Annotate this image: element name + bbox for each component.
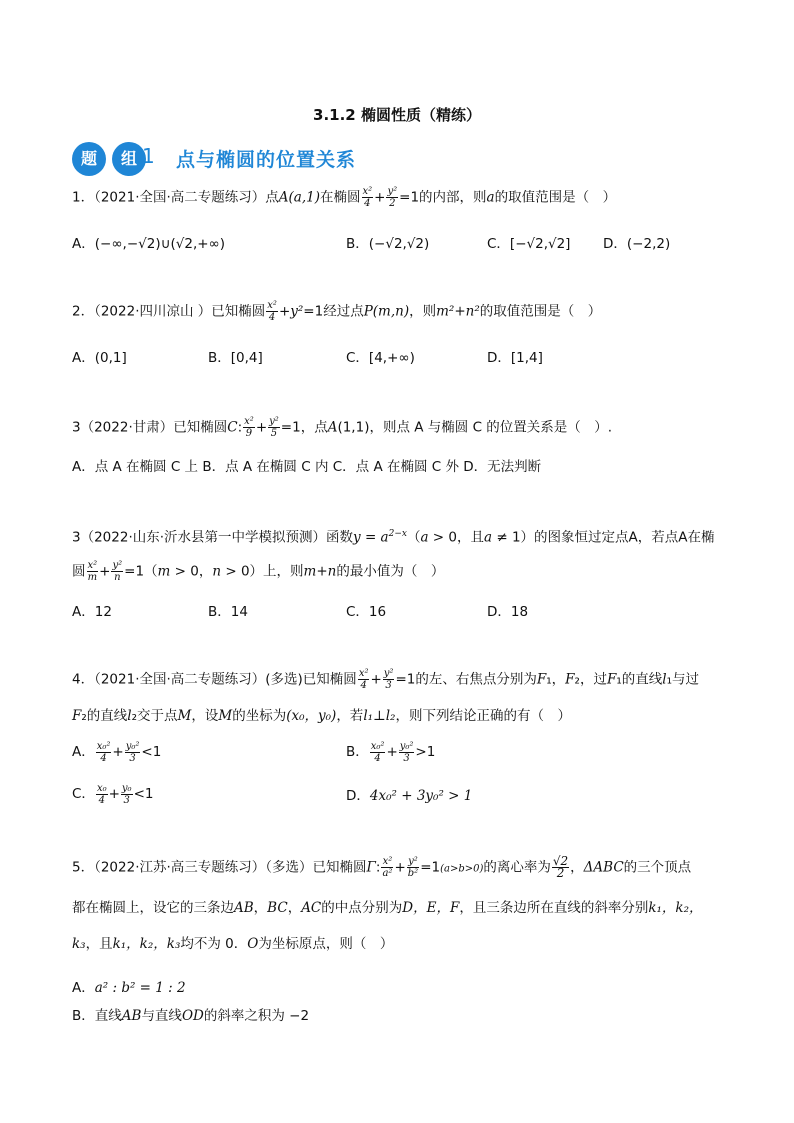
q2-option-b[interactable]: B．[0,4] — [208, 350, 263, 366]
q5-option-b[interactable]: B．直线AB与直线OD的斜率之积为 −2 — [72, 1008, 310, 1024]
group-number: 1 — [142, 144, 155, 168]
question-3: 3（2022·甘肃）已知椭圆C: $\frac{\text{x²}}{9}$ + $\frac{\text{y²}}{5}$ =1，点A(1,1)，则点 A 与椭圆 C 的位置关系是（ ）. — [72, 416, 613, 439]
q2-option-d[interactable]: D．[1,4] — [487, 350, 543, 366]
q1-option-d[interactable]: D．(−2,2) — [603, 236, 671, 252]
question-5-line3: k₃，且k₁，k₂，k₃均不为 0．O为坐标原点，则（ ） — [72, 936, 394, 952]
group-title: 点与椭圆的位置关系 — [176, 149, 357, 171]
question-3b-line2: 圆 $\frac{\text{x²}}{m}$ + $\frac{\text{y²}}{n}$ =1（m > 0，n > 0）上，则m+n的最小值为（ ） — [72, 560, 445, 583]
q3b-option-a[interactable]: A．12 — [72, 604, 112, 620]
q3-options[interactable]: A．点 A 在椭圆 C 上 B．点 A 在椭圆 C 内 C．点 A 在椭圆 C 外 D．无法判断 — [72, 459, 542, 475]
question-3b: 3（2022·山东·沂水县第一中学模拟预测）函数$y = a^{2-x}(a > 0$，且a ≠ 1）的图象恒过定点A，若点A在椭 — [72, 529, 715, 546]
q2-option-a[interactable]: A．(0,1] — [72, 350, 127, 366]
question-4: 4．（2021·全国·高二专题练习）(多选)已知椭圆 $\frac{\text{x²}}{4}$ + $\frac{\text{y²}}{3}$ =1的左、右焦点分别为F₁，F₂，过F₁的直线l₁与过 — [72, 668, 699, 691]
question-4-line2: F₂的直线l₂交于点M，设M的坐标为(x₀，y₀)，若l₁⊥l₂，则下列结论正确的有（ ） — [72, 708, 571, 724]
q2-option-c[interactable]: C．[4,+∞) — [346, 350, 415, 366]
q1-option-b[interactable]: B．(−√2,√2) — [346, 236, 430, 252]
q3b-option-b[interactable]: B．14 — [208, 604, 248, 620]
question-5: 5．（2022·江苏·高三专题练习）（多选）已知椭圆Γ: $\frac{\text{x²}}{\text{a²}}$ + $\frac{\text{y²}}{\text{b²}}$ =1(a>b>0)的离心率为 $\frac{√2}{2}$ ，ΔABC的三个顶点 — [72, 854, 692, 880]
question-5-line2: 都在椭圆上，设它的三条边AB，BC，AC的中点分别为D，E，F，且三条边所在直线的斜率分别k₁，k₂， — [72, 900, 703, 916]
q5-option-a[interactable]: A．a² : b² = 1 : 2 — [72, 980, 186, 996]
q4-option-c[interactable]: C． $\frac{\text{x₀}}{4}$ + $\frac{\text{y₀}}{3}$ <1 — [72, 782, 154, 806]
q3b-option-d[interactable]: D．18 — [487, 604, 529, 620]
group-header — [72, 142, 492, 176]
question-1: 1．（2021·全国·高二专题练习）点A(a,1)在椭圆 $\frac{\text{x²}}{4}$ + $\frac{\text{y²}}{2}$ =1的内部，则a的取值范围是（ ） — [72, 186, 617, 209]
question-2: 2．（2022·四川凉山 ）已知椭圆 $\frac{\text{x²}}{4}$ +y²=1经过点P(m,n)，则m²+n²的取值范围是（ ） — [72, 300, 602, 323]
group-badge-ti: 题 — [72, 142, 106, 176]
q4-option-d[interactable]: D．4x₀² + 3y₀² > 1 — [346, 788, 473, 804]
q1-option-a[interactable]: A．(−∞,−√2)∪(√2,+∞) — [72, 236, 226, 252]
q1-option-c[interactable]: C．[−√2,√2] — [487, 236, 571, 252]
q4-option-b[interactable]: B． $\frac{\text{x₀²}}{4}$ + $\frac{\text{y₀²}}{3}$ >1 — [346, 740, 436, 764]
q3b-option-c[interactable]: C．16 — [346, 604, 387, 620]
q4-option-a[interactable]: A． $\frac{\text{x₀²}}{4}$ + $\frac{\text{y₀²}}{3}$ <1 — [72, 740, 162, 764]
group-badge-zu: 组 — [112, 142, 146, 176]
page-title: 3.1.2 椭圆性质（精练） — [313, 106, 481, 124]
